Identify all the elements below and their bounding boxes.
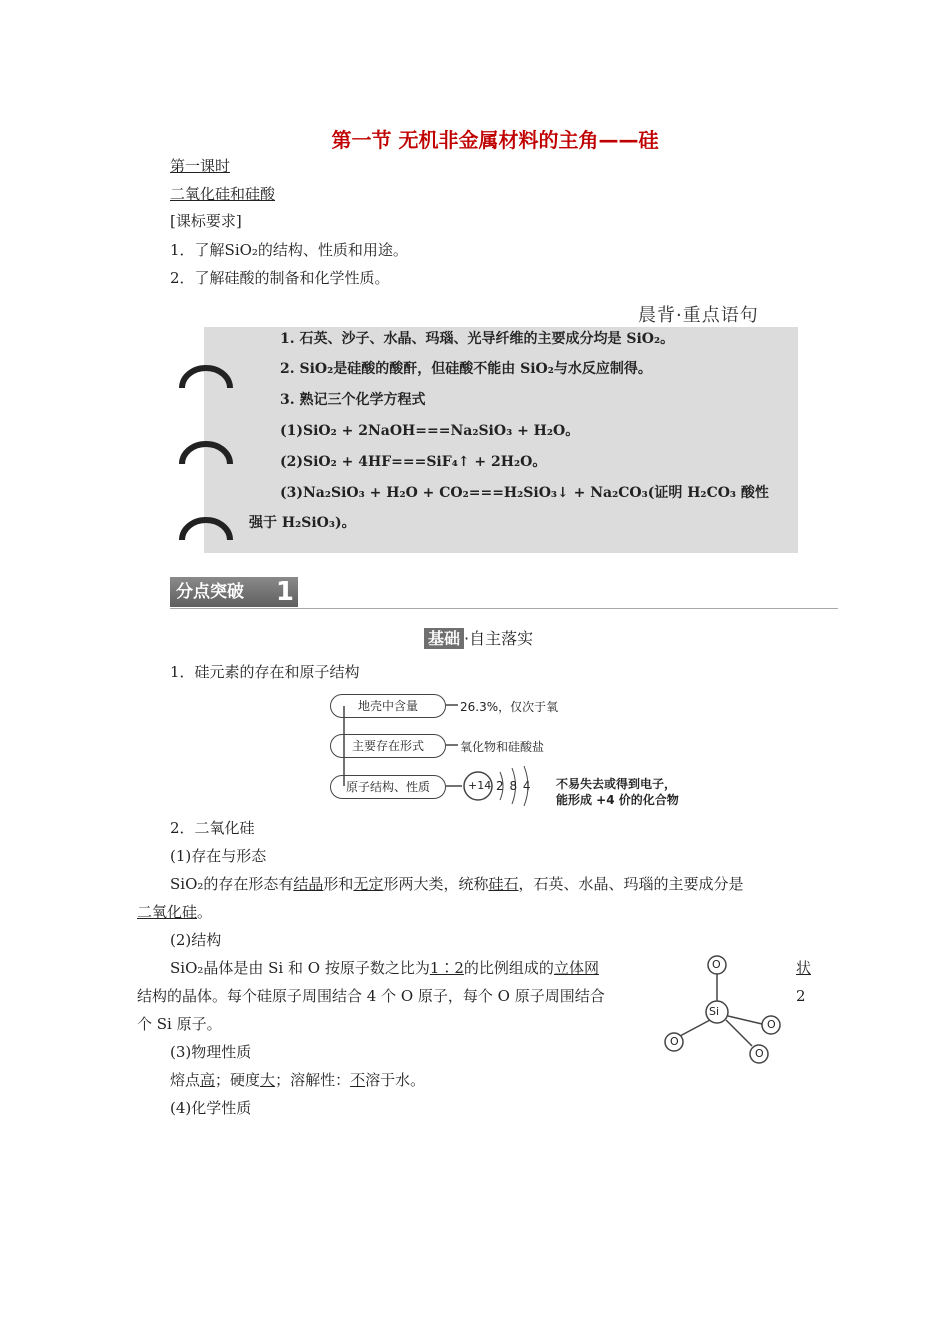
subsection-text: ·自主落实 (464, 629, 534, 648)
diagram-content-value: 26.3%，仅次于氧 (460, 700, 559, 714)
key-point-3: 3. 熟记三个化学方程式 (280, 392, 426, 408)
point-2a-text: SiO₂的存在形态有结晶形和无定形两大类，统称硅石，石英、水晶、玛瑙的主要成分是 (170, 875, 744, 893)
atom-o-top: O (712, 958, 721, 971)
topic-label: 二氧化硅和硅酸 (170, 185, 276, 203)
equation-2: (2)SiO₂ + 4HF===SiF₄↑ + 2H₂O。 (280, 454, 547, 470)
requirement-1: 1．了解SiO₂的结构、性质和用途。 (170, 241, 408, 259)
atom-o-bottom: O (755, 1047, 764, 1060)
binder-rings-icon (176, 360, 236, 550)
requirements-header: [课标要求] (170, 212, 242, 230)
diagram-form-value: 氧化物和硅酸盐 (460, 740, 545, 754)
lesson-label: 第一课时 (170, 157, 231, 175)
key-point-1: 1. 石英、沙子、水晶、玛瑙、光导纤维的主要成分均是 SiO₂。 (280, 331, 675, 347)
key-point-2: 2. SiO₂是硅酸的酸酐，但硅酸不能由 SiO₂与水反应制得。 (280, 361, 652, 377)
point-2b-number: 2 (796, 987, 806, 1005)
atom-si: Si (709, 1005, 720, 1018)
equation-3-cont: 强于 H₂SiO₃)。 (249, 515, 356, 531)
sio4-structure-diagram (660, 952, 790, 1070)
point-2b-text: SiO₂晶体是由 Si 和 O 按原子数之比为1∶2的比例组成的立体网 (170, 959, 599, 977)
point-2b-text-end: 状 (796, 959, 812, 977)
point-2b-text-line2: 结构的晶体。每个硅原子周围结合 4 个 O 原子，每个 O 原子周围结合 (137, 987, 605, 1005)
section-tab-label: 分点突破 (176, 582, 244, 602)
equation-3: (3)Na₂SiO₃ + H₂O + CO₂===H₂SiO₃↓ + Na₂CO₃(证明 H₂CO₃ 酸性 (280, 485, 769, 501)
point-1-heading: 1．硅元素的存在和原子结构 (170, 663, 360, 681)
atom-o-left: O (670, 1035, 679, 1048)
nucleus-charge: +14 (468, 779, 492, 792)
diagram-oval-structure: 原子结构、性质 (330, 775, 446, 799)
equation-1: (1)SiO₂ + 2NaOH===Na₂SiO₃ + H₂O。 (280, 423, 580, 439)
requirement-2: 2．了解硅酸的制备和化学性质。 (170, 269, 390, 287)
point-2c-heading: (3)物理性质 (170, 1043, 252, 1061)
section-tab-number: 1 (275, 577, 294, 607)
point-2-heading: 2．二氧化硅 (170, 819, 255, 837)
divider (170, 608, 838, 609)
subsection-box: 基础 (424, 628, 464, 649)
diagram-structure-value-2: 能形成 +4 价的化合物 (556, 793, 679, 807)
section-tab (170, 577, 298, 607)
point-2b-text-line3: 个 Si 原子。 (137, 1015, 222, 1033)
point-2d-heading: (4)化学性质 (170, 1099, 252, 1117)
electron-shells: 2 8 4 (496, 779, 532, 793)
morning-recite-badge: 晨背·重点语句 (638, 305, 759, 326)
point-2b-heading: (2)结构 (170, 931, 222, 949)
point-2a-heading: (1)存在与形态 (170, 847, 267, 865)
diagram-structure-value-1: 不易失去或得到电子， (556, 777, 677, 791)
page-title: 第一节 无机非金属材料的主角——硅 (331, 128, 659, 152)
diagram-oval-form: 主要存在形式 (330, 734, 446, 758)
point-2c-text: 熔点高；硬度大；溶解性：不溶于水。 (170, 1071, 426, 1089)
diagram-oval-content: 地壳中含量 (330, 694, 446, 718)
atom-o-right: O (767, 1018, 776, 1031)
subsection-header (424, 626, 533, 649)
point-2a-text-cont: 二氧化硅。 (137, 903, 213, 921)
